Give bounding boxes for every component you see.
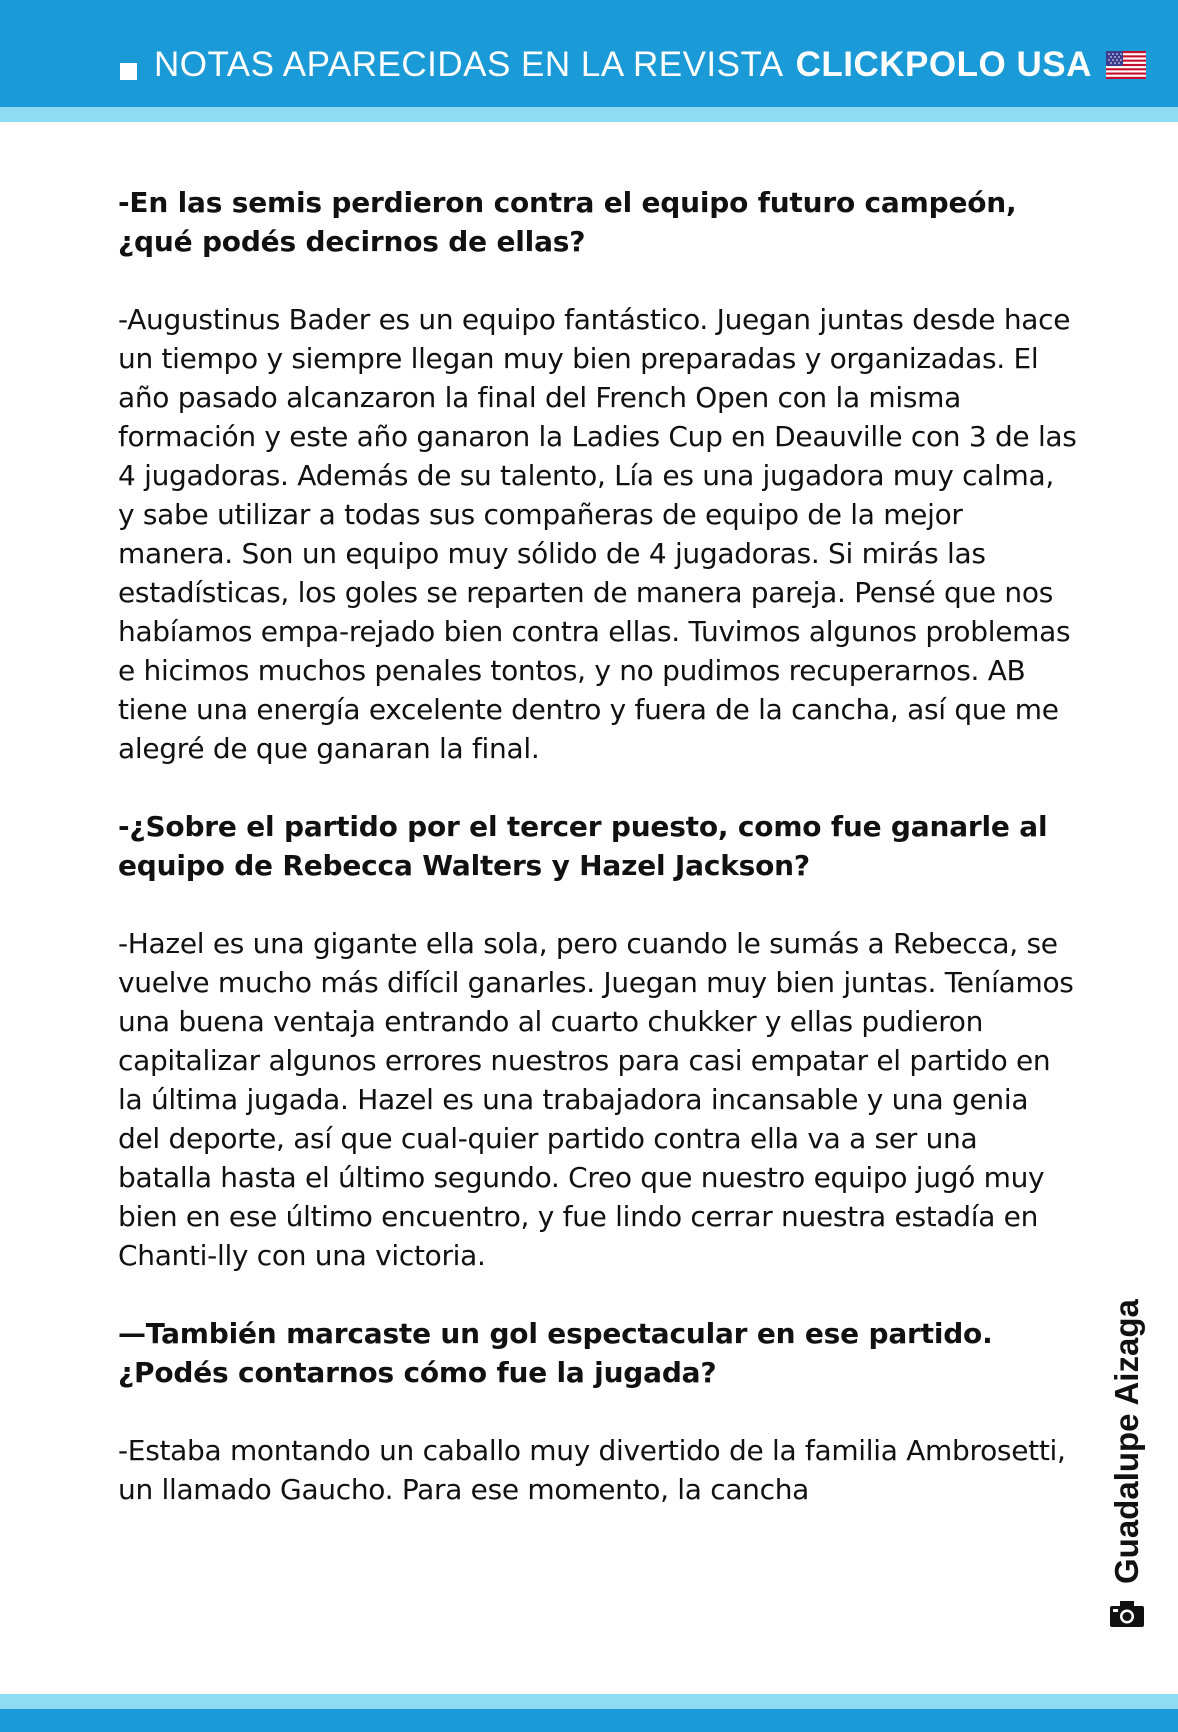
footer-band <box>0 1709 1178 1732</box>
answer-3: -Estaba montando un caballo muy divertido de la familia Ambrosetti, un llamado Gaucho. Para ese momento, la cancha <box>118 1434 1066 1506</box>
answer-2: -Hazel es una gigante ella sola, pero cuando le sumás a Rebecca, se vuelve mucho más difícil ganarles. Juegan muy bien juntas. Teníamos una buena ventaja entrando al cuarto chukker y ellas pudieron capitalizar algunos errores nuestros para casi empatar el partido en la última jugada. Hazel es una trabajadora incansable y una genia del deporte, así que cual-quier partido contra ella va a ser una batalla hasta el último segundo. Creo que nuestro equipo jugó muy bien en ese último encuentro, y fue lindo cerrar nuestra estadía en Chanti-lly con una victoria. <box>118 927 1074 1272</box>
question-1: -En las semis perdieron contra el equipo futuro campeón, ¿qué podés decirnos de ellas? <box>118 186 1017 258</box>
square-bullet-icon <box>120 63 137 80</box>
photo-credit <box>1108 1299 1146 1632</box>
header-stripe <box>0 107 1178 122</box>
question-2: -¿Sobre el partido por el tercer puesto, como fue ganarle al equipo de Rebecca Walters y Hazel Jackson? <box>118 810 1048 882</box>
header-brand: CLICKPOLO USA <box>795 45 1092 84</box>
article-body <box>118 183 1078 1548</box>
photographer-name: Guadalupe Aizaga <box>1108 1299 1145 1584</box>
footer-stripe <box>0 1694 1178 1709</box>
answer-1: -Augustinus Bader es un equipo fantástico. Juegan juntas desde hace un tiempo y siempre llegan muy bien preparadas y organizadas. El año pasado alcanzaron la final del French Open con la misma formación y este año ganaron la Ladies Cup en Deauville con 3 de las 4 jugadoras. Además de su talento, Lía es una jugadora muy calma, y sabe utilizar a todas sus compañeras de equipo de la mejor manera. Son un equipo muy sólido de 4 jugadoras. Si mirás las estadísticas, los goles se reparten de manera pareja. Pensé que nos habíamos empa-rejado bien contra ellas. Tuvimos algunos problemas e hicimos muchos penales tontos, y no pudimos recuperarnos. AB tiene una energía excelente dentro y fuera de la cancha, así que me alegré de que ganaran la final. <box>118 303 1077 765</box>
question-3: —También marcaste un gol espectacular en ese partido. ¿Podés contarnos cómo fue la jugada? <box>118 1317 993 1389</box>
header-title <box>120 40 1146 90</box>
us-flag-icon <box>1106 51 1146 79</box>
header-prefix: NOTAS APARECIDAS EN LA REVISTA <box>154 45 784 84</box>
camera-icon <box>1109 1599 1145 1629</box>
